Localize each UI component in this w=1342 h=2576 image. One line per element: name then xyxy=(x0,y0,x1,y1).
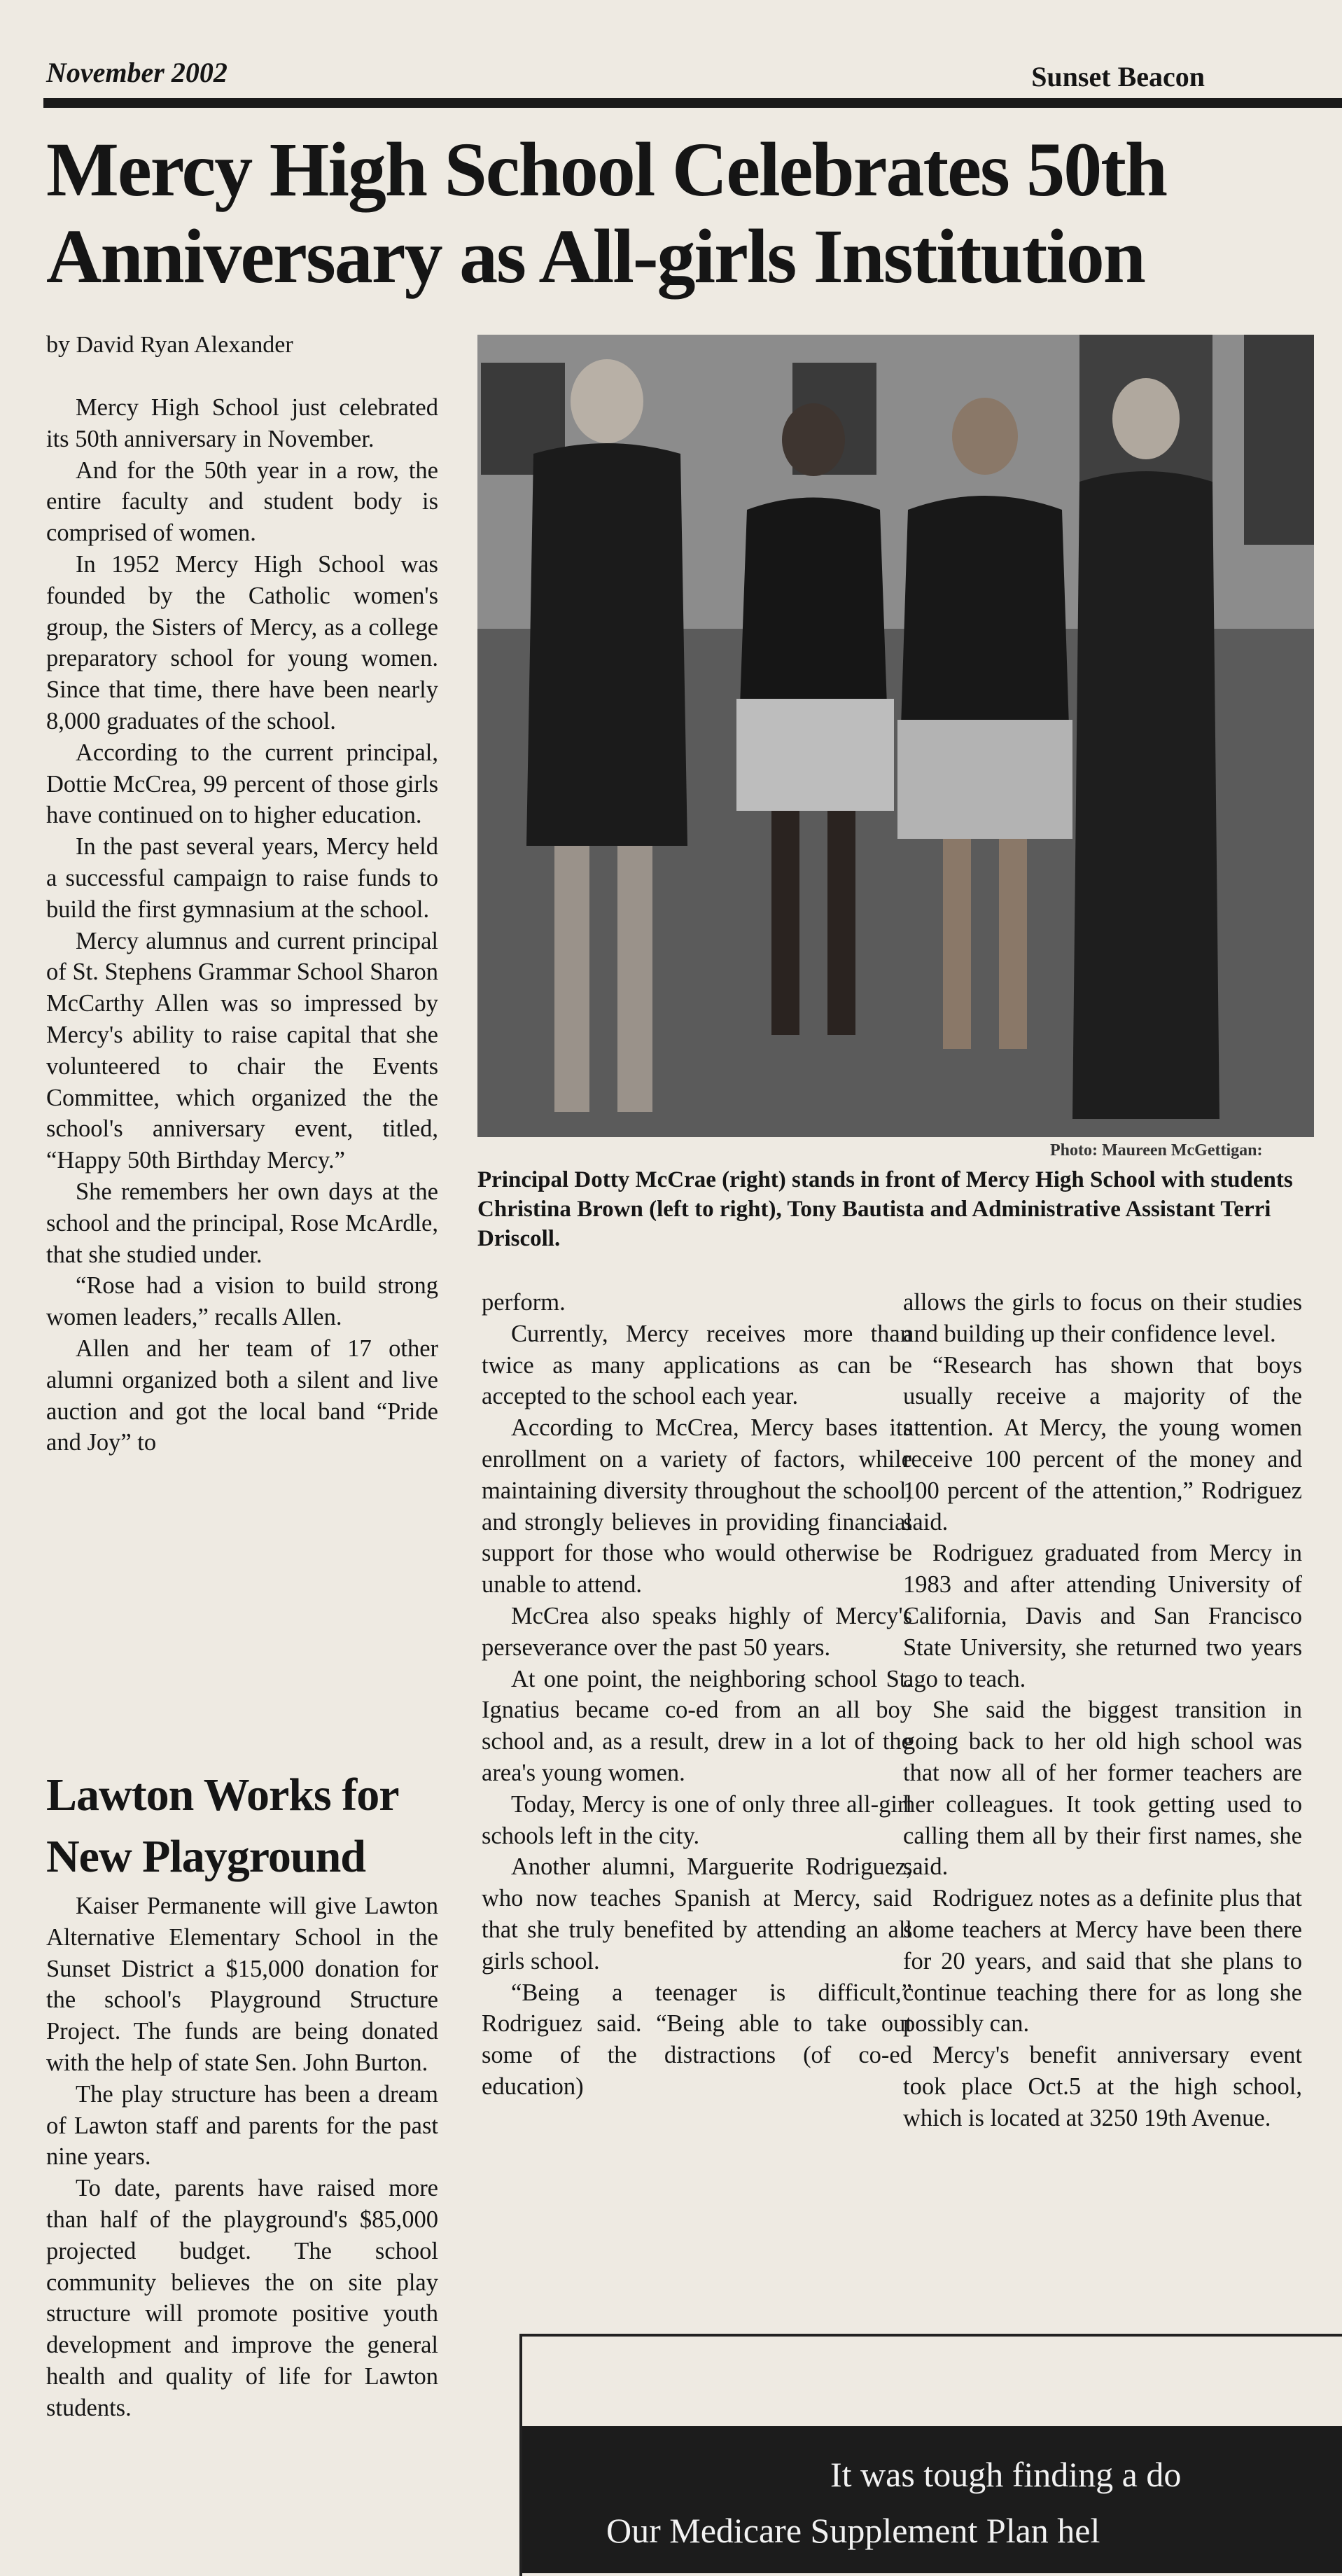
newspaper-name: Sunset Beacon xyxy=(1031,61,1205,92)
article-column-2 xyxy=(482,1287,912,2103)
paragraph: McCrea also speaks highly of Mercy's perseverance over the past 50 years. xyxy=(482,1602,912,1661)
photo-credit: Photo: Maureen McGettigan: xyxy=(1050,1141,1263,1160)
paragraph: “Research has shown that boys usually receive a majority of the attention. At Mercy, the young women receive 100 percent of the money and 100 percent of the attention,” Rodriguez said. xyxy=(903,1351,1302,1536)
paragraph: “Rose had a vision to build strong women leaders,” recalls Allen. xyxy=(46,1272,438,1331)
paragraph: To date, parents have raised more than half of the playground's $85,000 projected budget. The school community believes the on site play structure will promote positive youth development and improve the general health and quality of life for Lawton students. xyxy=(46,2175,438,2421)
group-photo xyxy=(477,335,1314,1137)
paragraph: Mercy alumnus and current principal of St. Stephens Grammar School Sharon McCarthy Allen was so impressed by Mercy's ability to raise capital that she volunteered to chair the Events Committee, which organized the the school's anniversary event, titled, “Happy 50th Birthday Mercy.” xyxy=(46,927,438,1174)
paragraph: According to McCrea, Mercy bases its enrollment on a variety of factors, while maintaining diversity throughout the school, and strongly believes in providing financial support for those who would otherwise be unable to attend. xyxy=(482,1414,912,1599)
photo-caption: Principal Dotty McCrae (right) stands in front of Mercy High School with students Christina Brown (left to right), Tony Bautista and Administrative Assistant Terri Driscoll. xyxy=(477,1167,1293,1251)
article-byline: by David Ryan Alexander xyxy=(46,332,293,358)
article-column-3 xyxy=(903,1287,1302,2134)
paragraph: Currently, Mercy receives more than twice as many applications as can be accepted to the school each year. xyxy=(482,1320,912,1410)
paragraph: Today, Mercy is one of only three all-girl schools left in the city. xyxy=(482,1790,912,1849)
advertisement-banner xyxy=(522,2426,1342,2573)
masthead-rule xyxy=(43,98,1342,108)
paragraph: Another alumni, Marguerite Rodriguez, who now teaches Spanish at Mercy, said that she truly benefited by attending an all girls school. xyxy=(482,1853,912,1975)
paragraph: She remembers her own days at the school and the principal, Rose McArdle, that she studied under. xyxy=(46,1178,438,1268)
paragraph: Mercy's benefit anniversary event took place Oct.5 at the high school, which is located at 3250 19th Avenue. xyxy=(903,2042,1302,2131)
ad-line-2: Our Medicare Supplement Plan hel xyxy=(606,2511,1100,2550)
paragraph: allows the girls to focus on their studies and building up their confidence level. xyxy=(903,1289,1302,1347)
paragraph: Allen and her team of 17 other alumni organized both a silent and live auction and got the local band “Pride and Joy” to xyxy=(46,1335,438,1456)
paragraph: And for the 50th year in a row, the entire faculty and student body is comprised of women. xyxy=(46,457,438,547)
ad-line-1: It was tough finding a do xyxy=(830,2455,1182,2494)
paragraph: She said the biggest transition in going back to her old high school was that now all of her former teachers are her colleagues. It took getting used to calling them all by their first names, she said. xyxy=(903,1697,1302,1881)
article-column-1 xyxy=(46,392,438,1458)
paragraph: perform. xyxy=(482,1289,566,1316)
paragraph: “Being a teenager is difficult,” Rodriguez said. “Being able to take out some of the distractions (of co-ed education) xyxy=(482,1979,912,2100)
paragraph: In 1952 Mercy High School was founded by the Catholic women's group, the Sisters of Mercy, as a college preparatory school for young women. Since that time, there have been nearly 8,000 graduates of the school. xyxy=(46,550,438,734)
article-headline: Mercy High School Celebrates 50th Anniversary as All-girls Institution xyxy=(46,127,1167,299)
paragraph: Mercy High School just celebrated its 50th anniversary in November. xyxy=(46,394,438,452)
paragraph: According to the current principal, Dottie McCrea, 99 percent of those girls have continued on to higher education. xyxy=(46,739,438,829)
paragraph: Rodriguez graduated from Mercy in 1983 and after attending University of California, Davis and San Francisco State University, she returned two years ago to teach. xyxy=(903,1540,1302,1692)
paragraph: Kaiser Permanente will give Lawton Alternative Elementary School in the Sunset District a $15,000 donation for the school's Playground Structure Project. The funds are being donated with the help of state Sen. John Burton. xyxy=(46,1893,438,2076)
second-article-body xyxy=(46,1891,438,2424)
second-article-headline: Lawton Works for New Playground xyxy=(46,1769,398,1882)
paragraph: In the past several years, Mercy held a successful campaign to raise funds to build the first gymnasium at the school. xyxy=(46,833,438,923)
paragraph: The play structure has been a dream of Lawton staff and parents for the past nine years. xyxy=(46,2080,438,2171)
paragraph: At one point, the neighboring school St. Ignatius became co-ed from an all boy school and, as a result, drew in a lot of the area's young women. xyxy=(482,1665,912,1786)
issue-date: November 2002 xyxy=(46,57,228,88)
paragraph: Rodriguez notes as a definite plus that some teachers at Mercy have been there for 20 years, and said that she plans to continue teaching there for as long she possibly can. xyxy=(903,1885,1302,2038)
